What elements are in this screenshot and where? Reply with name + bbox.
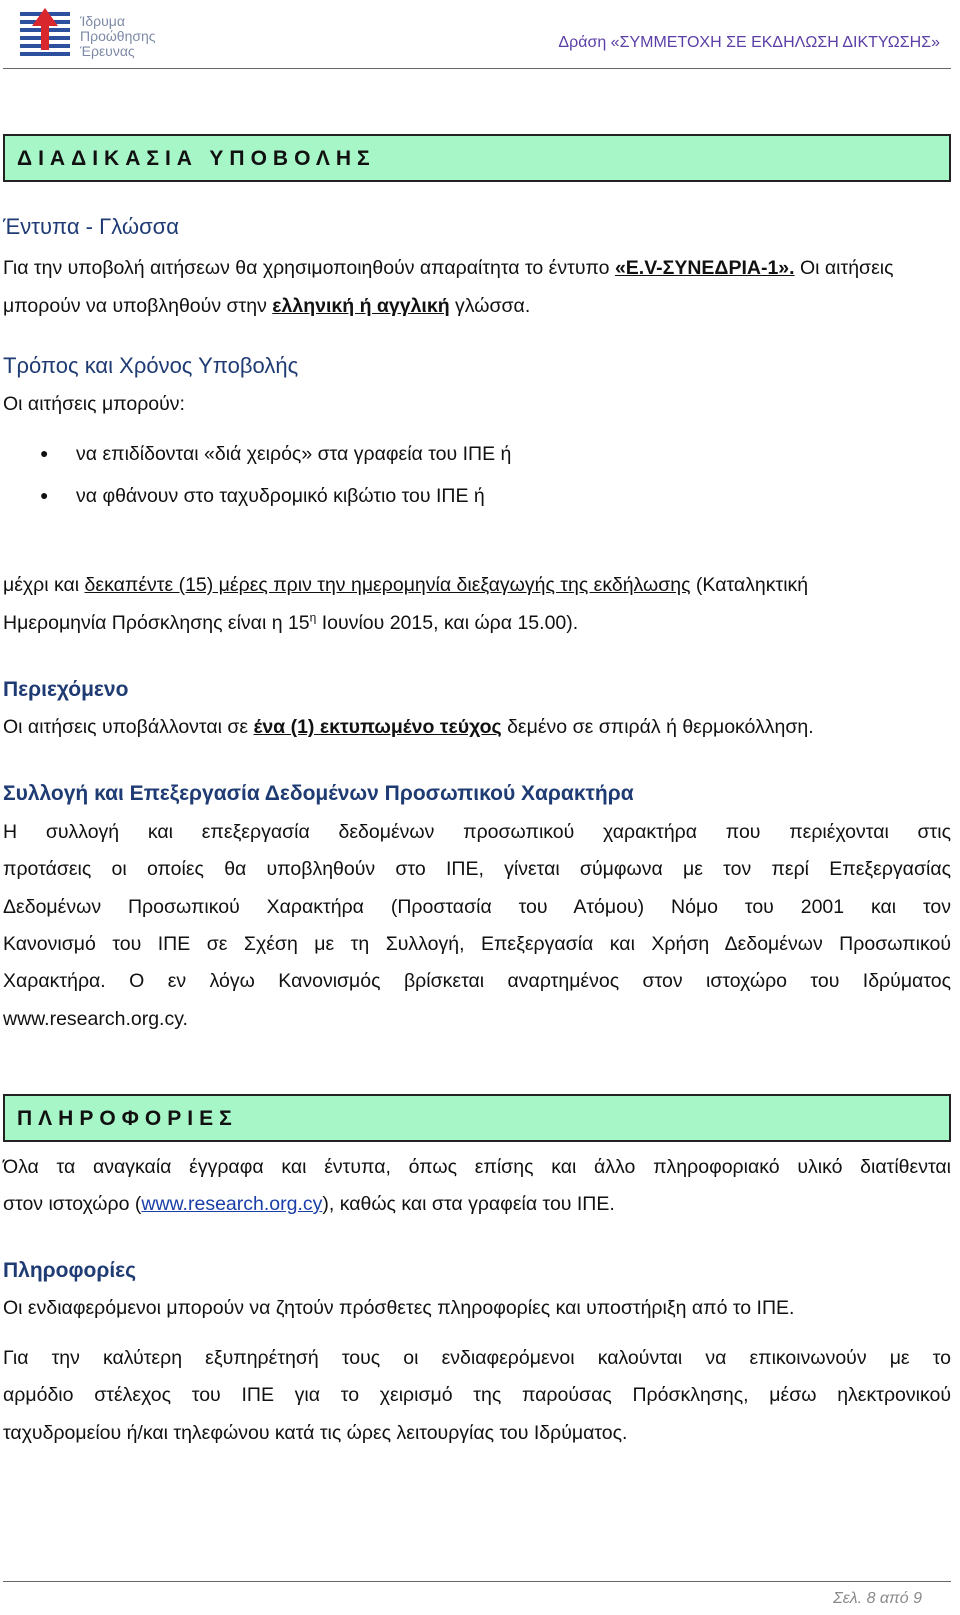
form-name: «E.V-ΣΥΝΕΔΡΙΑ-1».: [614, 257, 795, 279]
header-divider: [3, 68, 951, 69]
content-paragraph: [3, 716, 951, 739]
deadline-period: δεκαπέντε (15) μέρες πριν την ημερομηνία διεξαγωγής της εκδήλωσης: [84, 574, 691, 596]
deadline-text-a: μέχρι και: [3, 574, 85, 596]
procedure-banner-title: ΔΙΑΔΙΚΑΣΙΑ ΥΠΟΒΟΛΗΣ: [17, 147, 376, 170]
content-text-b: δεμένο σε σπιράλ ή θερμοκόλληση.: [501, 716, 814, 738]
content-copies: ένα (1) εκτυπωμένο τεύχος: [253, 716, 502, 738]
forms-paragraph: [3, 250, 951, 325]
logo-line-2: Προώθησης: [80, 28, 156, 44]
information-paragraph-2-line-3: ταχυδρομείου ή/και τηλεφώνου κατά τις ώρες λειτουργίας του Ιδρύματος.: [3, 1422, 628, 1444]
procedure-banner: [3, 134, 951, 182]
languages: ελληνική ή αγγλική: [272, 294, 450, 317]
action-title: Δράση «ΣΥΜΜΕΤΟΧΗ ΣΕ ΕΚΔΗΛΩΣΗ ΔΙΚΤΥΩΣΗΣ»: [558, 34, 940, 51]
deadline-line-1: [3, 574, 951, 597]
info-banner-title: ΠΛΗΡΟΦΟΡΙΕΣ: [17, 1107, 238, 1130]
submission-heading: Τρόπος και Χρόνος Υποβολής: [3, 353, 299, 378]
forms-heading: Έντυπα - Γλώσσα: [3, 214, 179, 239]
footer-divider: [3, 1581, 951, 1582]
info-line-2: [3, 1193, 951, 1216]
logo-line-3: Έρευνας: [80, 43, 135, 59]
data-protection-heading: Συλλογή και Επεξεργασία Δεδομένων Προσωπικού Χαρακτήρα: [3, 782, 634, 805]
data-protection-line-1: Η συλλογή και επεξεργασία δεδομένων προσωπικού χαρακτήρα που περιέχονται στις: [3, 821, 951, 843]
data-protection-line-6: www.research.org.cy.: [3, 1008, 188, 1030]
logo-line-1: Ίδρυμα: [80, 13, 125, 29]
submission-bullet-2: να φθάνουν στο ταχυδρομικό κιβώτιο του ΙΠΕ ή: [76, 485, 485, 507]
submission-intro: Οι αιτήσεις μπορούν:: [3, 393, 185, 415]
info-text-b: ), καθώς και στα γραφεία του ΙΠΕ.: [322, 1193, 615, 1215]
submission-bullet-1: να επιδίδονται «διά χειρός» στα γραφεία του ΙΠΕ ή: [76, 443, 512, 465]
logo-text: [80, 14, 156, 59]
info-text-a: στον ιστοχώρο (: [3, 1193, 142, 1215]
information-heading: Πληροφορίες: [3, 1259, 137, 1282]
forms-text-c: γλώσσα.: [449, 294, 531, 317]
deadline-superscript: η: [309, 610, 317, 625]
data-protection-line-4: Κανονισμό του ΙΠΕ σε Σχέση με τη Συλλογή, Επεξεργασία και Χρήση Δεδομένων Προσωπικού: [3, 933, 951, 955]
information-paragraph-2-line-2: αρμόδιο στέλεχος του ΙΠΕ για το χειρισμό της παρούσας Πρόσκλησης, μέσω ηλεκτρονικού: [3, 1384, 951, 1406]
bullet-dot-icon: ●: [40, 445, 49, 461]
information-paragraph-1: Οι ενδιαφερόμενοι μπορούν να ζητούν πρόσθετες πληροφορίες και υποστήριξη από το ΙΠΕ.: [3, 1297, 795, 1319]
info-banner: [3, 1094, 951, 1142]
page-number: Σελ. 8 από 9: [833, 1590, 922, 1607]
data-protection-line-3: Δεδομένων Προσωπικού Χαρακτήρα (Προστασία του Ατόμου) Νόμο του 2001 και τον: [3, 896, 951, 918]
data-protection-line-2: προτάσεις οι οποίες θα υποβληθούν στο ΙΠΕ, γίνεται σύμφωνα με τον περί Επεξεργασίας: [3, 858, 951, 880]
website-link[interactable]: www.research.org.cy: [141, 1193, 323, 1215]
info-line-1: Όλα τα αναγκαία έγγραφα και έντυπα, όπως επίσης και άλλο πληροφοριακό υλικό διατίθενται: [3, 1156, 951, 1178]
information-paragraph-2-line-1: Για την καλύτερη εξυπηρέτησή τους οι ενδιαφερόμενοι καλούνται να επικοινωνούν με το: [3, 1347, 951, 1369]
forms-text-a: Για την υποβολή αιτήσεων θα χρησιμοποιηθούν απαραίτητα το έντυπο: [3, 257, 615, 279]
content-text-a: Οι αιτήσεις υποβάλλονται σε: [3, 716, 254, 738]
data-protection-line-5: Χαρακτήρα. Ο εν λόγω Κανονισμός βρίσκεται αναρτημένος στον ιστοχώρο του Ιδρύματος: [3, 970, 951, 992]
deadline-text-c: Ημερομηνία Πρόσκλησης είναι η 15: [3, 612, 310, 634]
deadline-text-d: Ιουνίου 2015, και ώρα 15.00).: [316, 612, 579, 634]
content-heading: Περιεχόμενο: [3, 678, 129, 701]
deadline-line-2: [3, 612, 951, 635]
forms-text-b: Οι αιτήσεις μπορούν να υποβληθούν στην: [3, 257, 894, 317]
bullet-dot-icon: ●: [40, 487, 49, 503]
deadline-text-b: (Καταληκτική: [690, 574, 809, 596]
